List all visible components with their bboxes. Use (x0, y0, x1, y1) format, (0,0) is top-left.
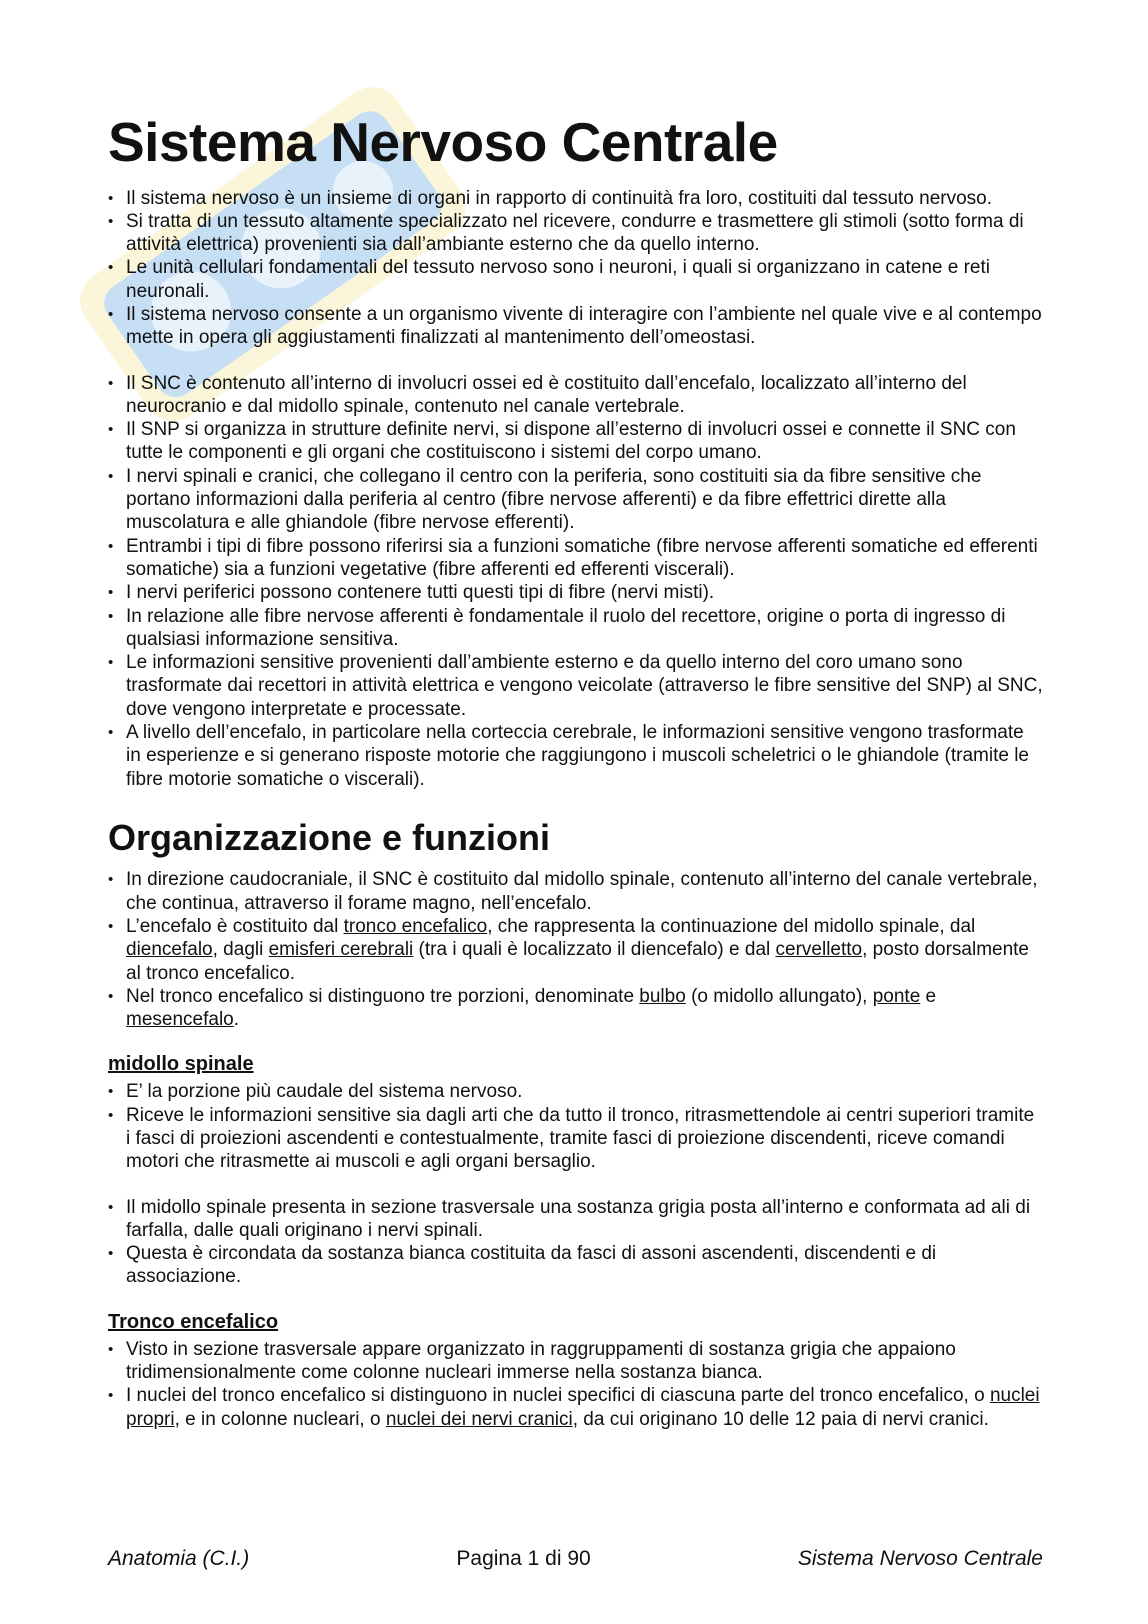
midollo-list-1 (108, 1080, 1043, 1173)
term-diencefalo: diencefalo (126, 939, 213, 961)
document-page (108, 112, 1043, 1431)
subheading-tronco-encefalico: Tronco encefalico (108, 1310, 279, 1333)
text-span: Nel tronco encefalico si distinguono tre porzioni, denominate (126, 985, 640, 1007)
text-span: , da cui originano 10 delle 12 paia di nervi cranici. (572, 1408, 989, 1430)
text-span: (o midollo allungato), (685, 985, 873, 1007)
list-item (108, 1384, 1043, 1431)
term-ponte: ponte (872, 985, 921, 1007)
footer-page-number: Pagina 1 di 90 (456, 1547, 591, 1570)
list-item (108, 985, 1043, 1032)
list-item: • Il midollo spinale presenta in sezione trasversale una sostanza grigia posta all’interno e conformata ad ali di farfalla, dalle quali originano i nervi spinali. (108, 1196, 1043, 1243)
list-item: • Il sistema nervoso consente a un organismo vivente di interagire con l’ambiente nel quale vive e al contempo mette in opera gli aggiustamenti finalizzati al mantenimento dell’omeostasi. (108, 303, 1043, 350)
tronco-list (108, 1338, 1043, 1431)
list-item: • Il sistema nervoso è un insieme di organi in rapporto di continuità fra loro, costituiti dal tessuto nervoso. (108, 187, 1043, 210)
text-span: L’encefalo è costituito dal (126, 915, 344, 937)
list-item: • I nervi spinali e cranici, che collegano il centro con la periferia, sono costituiti sia da fibre sensitive che portano informazioni dalla periferia al centro (fibre nervose afferenti) e da fibre effettrici dirette alla muscolatura e alle ghiandole (fibre nervose efferenti). (108, 465, 1043, 535)
list-item: • Visto in sezione trasversale appare organizzato in raggruppamenti di sostanza grigia che appaiono tridimensionalmente come colonne nucleari immerse nella sostanza bianca. (108, 1338, 1043, 1385)
intro-list-2 (108, 372, 1043, 791)
text-span: (tra i quali è localizzato il diencefalo) e dal (413, 939, 776, 961)
spacer (108, 1174, 1043, 1196)
term-mesencefalo: mesencefalo (126, 1009, 234, 1031)
text-span: , posto dorsalmente al tronco encefalico. (126, 939, 1029, 984)
list-item: • Riceve le informazioni sensitive sia dagli arti che da tutto il tronco, ritrasmettendole ai centri superiori tramite i fasci di proiezioni ascendenti e contestualmente, tramite fasci di proiezione discendenti, riceve comandi motori che ritrasmette ai muscoli e agli organi bersaglio. (108, 1104, 1043, 1174)
list-item: • E’ la porzione più caudale del sistema nervoso. (108, 1080, 1043, 1103)
footer-chapter: Sistema Nervoso Centrale (797, 1547, 1043, 1570)
text-span: I nuclei del tronco encefalico si distinguono in nuclei specifici di ciascuna parte del tronco encefalico, o (126, 1385, 990, 1407)
organizzazione-list (108, 868, 1043, 1031)
page-footer (108, 1547, 1043, 1577)
list-item: • In relazione alle fibre nervose afferenti è fondamentale il ruolo del recettore, origine o porta di ingresso di qualsiasi informazione sensitiva. (108, 605, 1043, 652)
term-bulbo: bulbo (639, 985, 686, 1007)
section-heading-organizzazione: Organizzazione e funzioni (108, 816, 551, 858)
page-title: Sistema Nervoso Centrale (108, 111, 778, 173)
midollo-list-2 (108, 1196, 1043, 1289)
text-span: . (233, 1009, 240, 1031)
list-item: • Le unità cellulari fondamentali del tessuto nervoso sono i neuroni, i quali si organizzano in catene e reti neuronali. (108, 256, 1043, 303)
list-item: • A livello dell’encefalo, in particolare nella corteccia cerebrale, le informazioni sensitive vengono trasformate in esperienze e si generano risposte motorie che raggiungono i muscoli scheletrici o le ghiandole (tramite le fibre motorie somatiche o viscerali). (108, 721, 1043, 791)
list-item: • In direzione caudocraniale, il SNC è costituito dal midollo spinale, contenuto all’interno del canale vertebrale, che continua, attraverso il forame magno, nell’encefalo. (108, 868, 1043, 915)
list-item (108, 915, 1043, 985)
list-item: • Il SNP si organizza in strutture definite nervi, si dispone all’esterno di involucri ossei e connette il SNC con tutte le componenti e gli organi che costituiscono i sistemi del corpo umano. (108, 418, 1043, 465)
text-span: , che rappresenta la continuazione del midollo spinale, dal (487, 915, 976, 937)
intro-list-1 (108, 187, 1043, 350)
spacer (108, 350, 1043, 372)
list-item: • Il SNC è contenuto all’interno di involucri ossei ed è costituito dall’encefalo, localizzato all’interno del neurocranio e dal midollo spinale, contenuto nel canale vertebrale. (108, 372, 1043, 419)
term-nuclei-nervi-cranici: nuclei dei nervi cranici (385, 1408, 573, 1430)
list-item: • Si tratta di un tessuto altamente specializzato nel ricevere, condurre e trasmettere gli stimoli (sotto forma di attività elettrica) provenienti sia dall’ambiante esterno che da quello interno. (108, 210, 1043, 257)
term-cervelletto: cervelletto (775, 939, 863, 961)
text-span: e (920, 985, 937, 1007)
subheading-midollo-spinale: midollo spinale (108, 1053, 254, 1076)
text-span: , dagli (212, 939, 269, 961)
list-item: • Entrambi i tipi di fibre possono riferirsi sia a funzioni somatiche (fibre nervose afferenti somatiche ed efferenti somatiche) sia a funzioni vegetative (fibre afferenti ed efferenti viscerali). (108, 535, 1043, 582)
term-emisferi-cerebrali: emisferi cerebrali (268, 939, 414, 961)
term-tronco-encefalico: tronco encefalico (343, 915, 488, 937)
text-span: , e in colonne nucleari, o (174, 1408, 386, 1430)
list-item: • Le informazioni sensitive provenienti dall’ambiente esterno e da quello interno del coro umano sono trasformate dai recettori in attività elettrica e vengono veicolate (attraverso le fibre sensitive del SNP) al SNC, dove vengono interpretate e processate. (108, 651, 1043, 721)
list-item: • Questa è circondata da sostanza bianca costituita da fasci di assoni ascendenti, discendenti e di associazione. (108, 1242, 1043, 1289)
term-nuclei-propri: nuclei propri (126, 1385, 1040, 1430)
list-item: • I nervi periferici possono contenere tutti questi tipi di fibre (nervi misti). (108, 581, 1043, 604)
footer-course: Anatomia (C.I.) (108, 1547, 250, 1570)
